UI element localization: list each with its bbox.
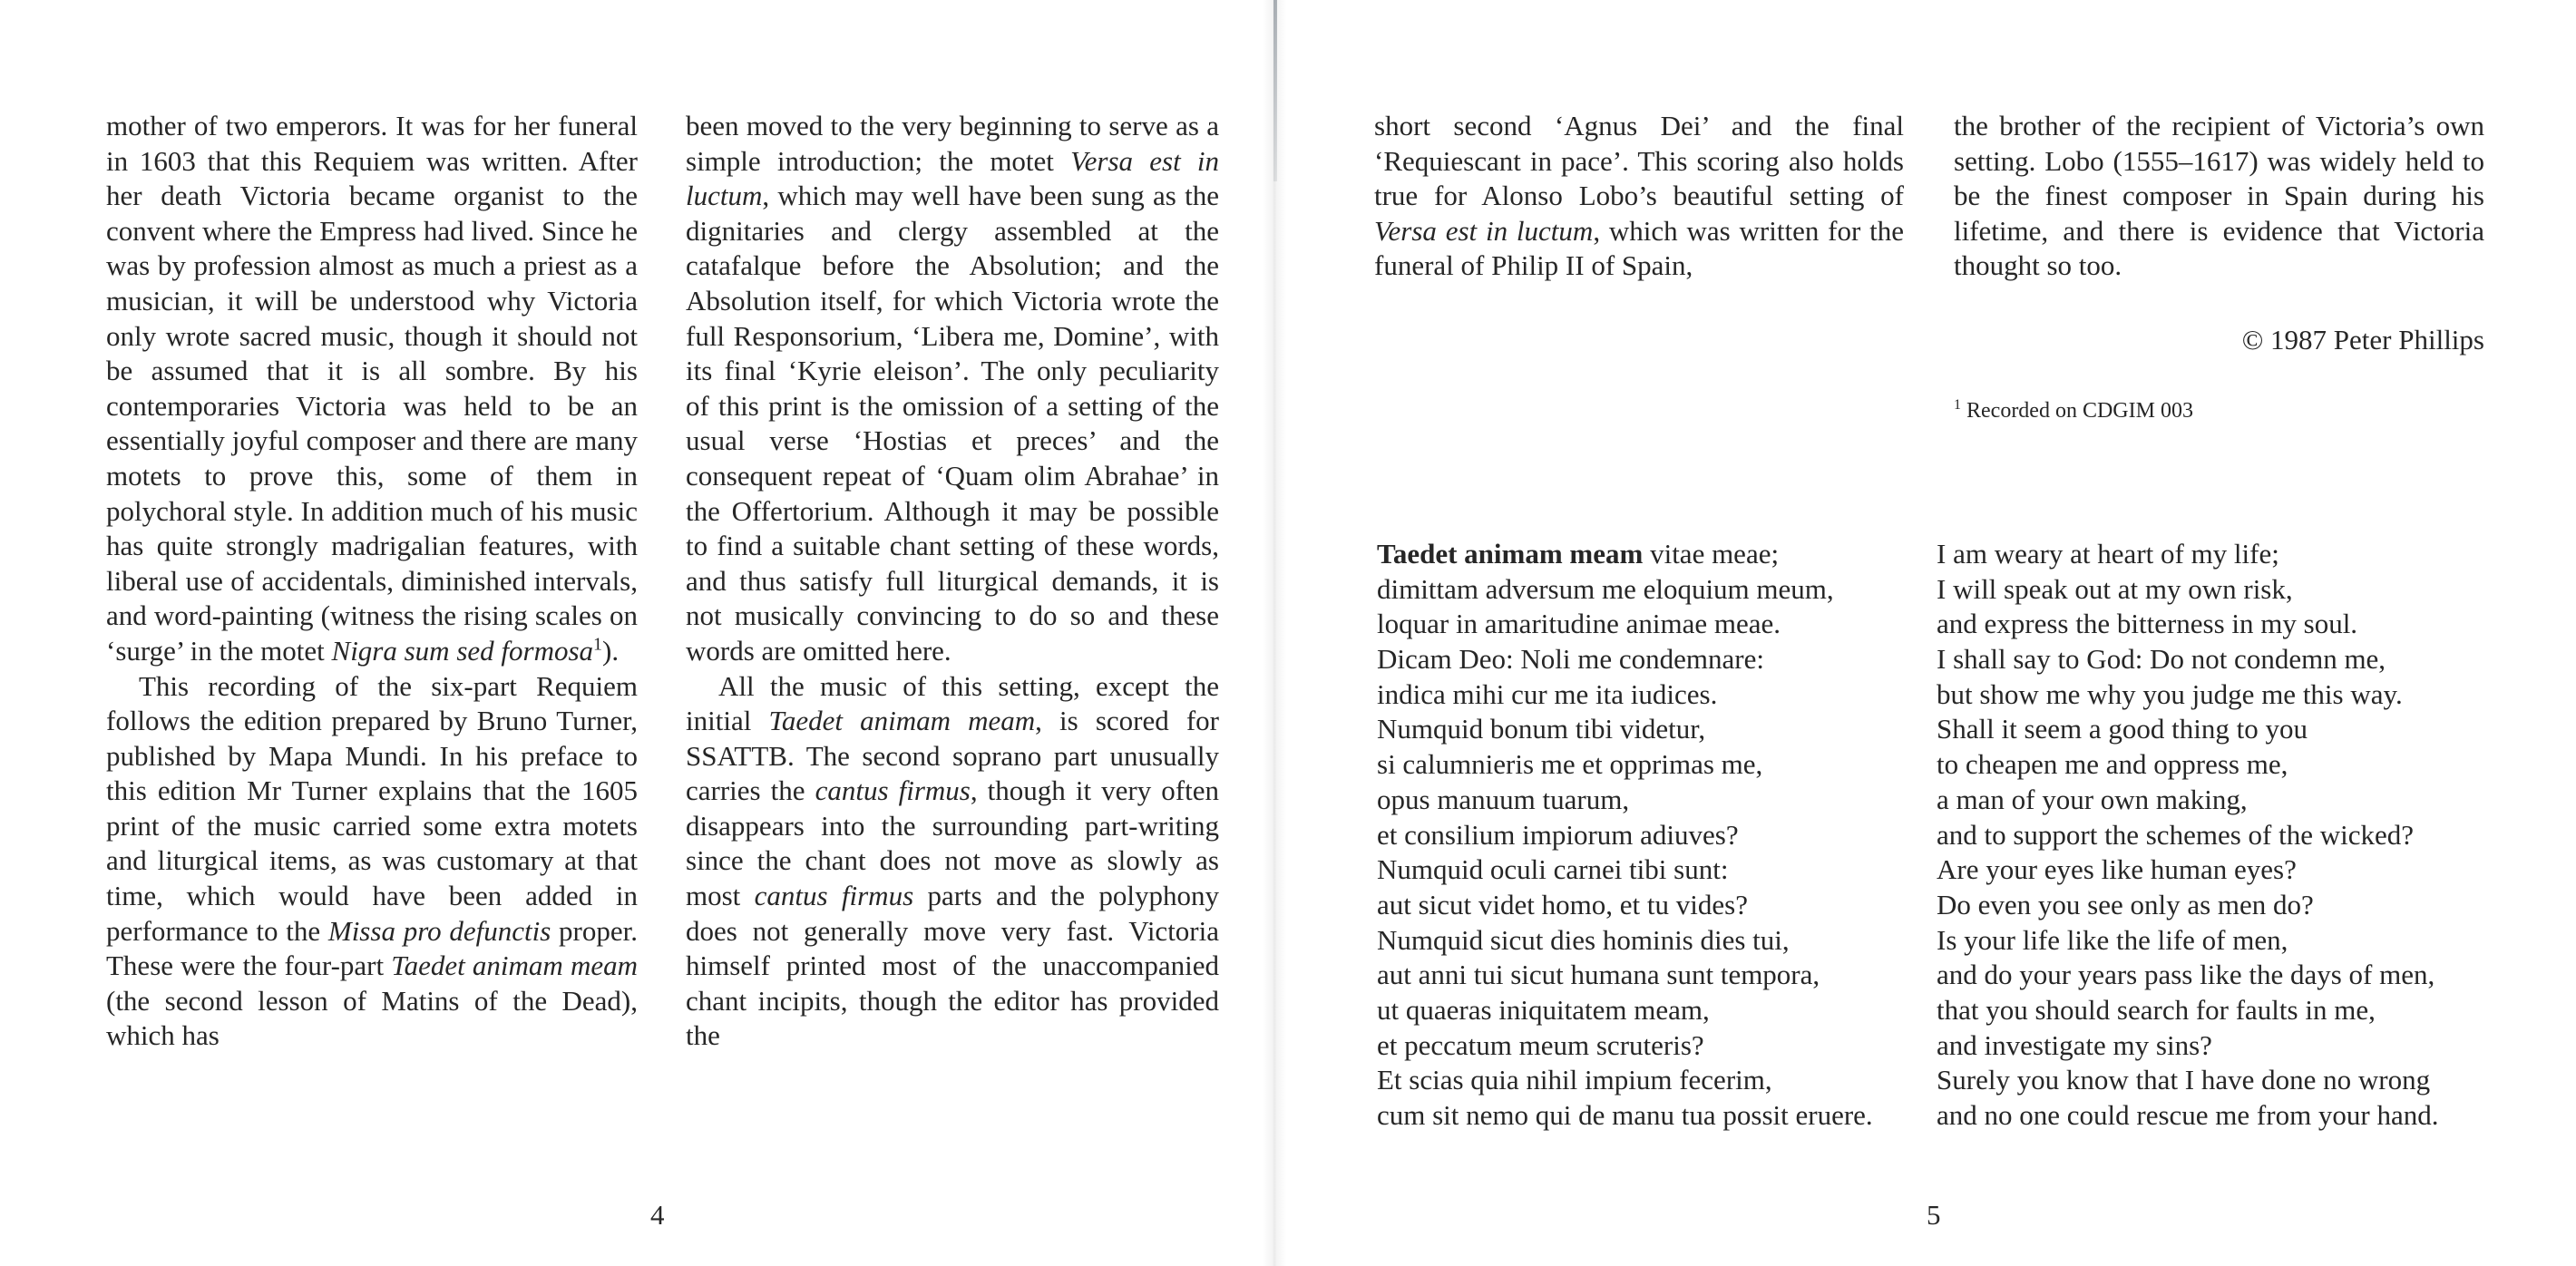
english-line: Surely you know that I have done no wrong: [1937, 1064, 2431, 1096]
latin-first-line-rest: vitae meae;: [1643, 538, 1780, 570]
right-page-column-1: [1374, 109, 1904, 284]
copyright-line: © 1987 Peter Phillips: [2241, 324, 2484, 355]
latin-text: [1377, 537, 1873, 1134]
english-line: that you should search for faults in me,: [1937, 993, 2376, 1026]
text-run: parts and the polyphony does not generally move very fast. Victoria himself printed most of the unaccompanied chant incipits, though the editor has provided the: [686, 880, 1219, 1052]
text-run: , which was written for the funeral of Philip II of Spain,: [1374, 214, 1905, 282]
text-run: ).: [602, 634, 620, 667]
english-line: and do your years pass like the days of men,: [1937, 959, 2435, 991]
italic-title: Versa est in luctum: [1374, 214, 1594, 247]
italic-title: Missa pro defunctis: [327, 914, 551, 947]
paragraph: [1374, 109, 1904, 284]
latin-line: Dicam Deo: Noli me condemnare:: [1377, 643, 1764, 676]
binding-mark: [1273, 0, 1277, 181]
italic-title: Versa est in luctum: [686, 144, 1220, 212]
right-page-column-2: [1954, 109, 2484, 284]
page-gutter: [1263, 0, 1286, 1266]
english-translation: [1937, 537, 2439, 1134]
text-run: proper. These were the four-part: [106, 914, 638, 982]
latin-line: cum sit nemo qui de manu tua possit eruere.: [1377, 1099, 1873, 1131]
italic-title: Nigra sum sed formosa: [331, 634, 594, 667]
paragraph: [106, 109, 638, 669]
english-line: a man of your own making,: [1937, 783, 2248, 815]
latin-line: indica mihi cur me ita iudices.: [1377, 677, 1718, 710]
left-page-column-1: [106, 109, 638, 1054]
english-line: Shall it seem a good thing to you: [1937, 713, 2308, 745]
italic-title: Taedet animam meam: [768, 705, 1036, 737]
italic-title: cantus firmus: [815, 774, 971, 807]
italic-title: cantus firmus: [754, 880, 914, 912]
footnote-text: Recorded on CDGIM 003: [1966, 399, 2193, 423]
english-line: and to support the schemes of the wicked?: [1937, 818, 2414, 851]
latin-line: Numquid oculi carnei tibi sunt:: [1377, 853, 1729, 886]
footnote-ref: 1: [593, 634, 603, 655]
text-run: (the second lesson of Matins of the Dead), which has: [106, 984, 638, 1052]
english-line: but show me why you judge me this way.: [1937, 677, 2403, 710]
latin-line: opus manuum tuarum,: [1377, 783, 1630, 815]
latin-line: Numquid bonum tibi videtur,: [1377, 713, 1706, 745]
english-line: I will speak out at my own risk,: [1937, 572, 2293, 605]
text-run: mother of two emperors. It was for her funeral in 1603 that this Requiem was written. After her death Victoria became organist to the convent where the Empress had lived. Since he was by profession almost as much a priest as a musician, it will be understood why Victoria only wrote sacred music, though it should not be assumed that it is all sombre. By his contemporaries Victoria was held to be an essentially joyful composer and there are many motets to prove this, some of them in polychoral style. In addition much of his music has quite strongly madrigalian features, with liberal use of accidentals, diminished intervals, and word-painting (witness the rising scales on ‘surge’ in the motet: [106, 110, 638, 667]
paragraph: [686, 669, 1219, 1055]
english-line: Is your life like the life of men,: [1937, 923, 2288, 956]
english-line: and express the bitterness in my soul.: [1937, 608, 2358, 640]
latin-line: si calumnieris me et opprimas me,: [1377, 748, 1763, 781]
latin-line: et consilium impiorum adiuves?: [1377, 818, 1739, 851]
latin-line: dimittam adversum me eloquium meum,: [1377, 572, 1834, 605]
text-run: , which may well have been sung as the dignitaries and clergy assembled at the catafalque before the Absolution; and the Absolution itself, for which Victoria wrote the full Responsorium, ‘Libera me, Domine’, with its final ‘Kyrie eleison’. The only peculiarity of this print is the omission of a setting of the usual verse ‘Hostias et preces’ and the consequent repeat of ‘Quam olim Abrahae’ in the Offertorium. Although it may be possible to find a suitable chant setting of these words, and thus satisfy full liturgical demands, it is not musically convincing to do so and these words are omitted here.: [686, 180, 1219, 667]
page-number-right: 5: [1927, 1199, 1941, 1231]
latin-line: loquar in amaritudine animae meae.: [1377, 608, 1781, 640]
latin-line: ut quaeras iniquitatem meam,: [1377, 993, 1710, 1026]
latin-line: et peccatum meum scruteris?: [1377, 1028, 1704, 1061]
paragraph: [106, 669, 638, 1055]
latin-line: Numquid sicut dies hominis dies tui,: [1377, 923, 1790, 956]
latin-line: aut sicut videt homo, et tu vides?: [1377, 888, 1748, 920]
text-run: been moved to the very beginning to serve as a simple introduction; the motet: [686, 110, 1219, 177]
latin-line: aut anni tui sicut humana sunt tempora,: [1377, 959, 1820, 991]
text-run: All the music of this setting, except the initial: [686, 669, 1219, 737]
english-line: Do even you see only as men do?: [1937, 888, 2314, 920]
text-run: the brother of the recipient of Victoria’s own setting. Lobo (1555–1617) was widely held to be the finest composer in Spain during his lifetime, and there is evidence that Victoria thought so too.: [1954, 110, 2484, 282]
english-line: and no one could rescue me from your hand.: [1937, 1099, 2439, 1131]
footnote: [1954, 399, 2193, 424]
english-line: I am weary at heart of my life;: [1937, 538, 2279, 570]
english-line: and investigate my sins?: [1937, 1028, 2212, 1061]
english-line: to cheapen me and oppress me,: [1937, 748, 2288, 781]
english-line: I shall say to God: Do not condemn me,: [1937, 643, 2386, 676]
footnote-marker: 1: [1954, 397, 1961, 413]
italic-title: Taedet animam meam: [391, 950, 638, 982]
text-run: This recording of the six-part Requiem follows the edition prepared by Bruno Turner, published by Mapa Mundi. In his preface to this edition Mr Turner explains that the 1605 print of the music carried some extra motets and liturgical items, as was customary at that time, which would have been added in performance to the: [106, 669, 638, 947]
latin-line: Et scias quia nihil impium fecerim,: [1377, 1064, 1772, 1096]
page-number-left: 4: [650, 1199, 665, 1231]
left-page-column-2: [686, 109, 1219, 1054]
paragraph: [686, 109, 1219, 669]
english-line: Are your eyes like human eyes?: [1937, 853, 2297, 886]
paragraph: [1954, 109, 2484, 284]
latin-first-line: [1377, 537, 1873, 572]
text-run: short second ‘Agnus Dei’ and the final ‘Requiescant in pace’. This scoring also holds true for Alonso Lobo’s beautiful setting of: [1374, 110, 1904, 212]
text-run: , is scored for SSATTB. The second soprano part unusually carries the: [686, 705, 1220, 807]
text-run: , though it very often disappears into the surrounding part-writing since the chant does not move as slowly as most: [686, 774, 1219, 912]
latin-title: Taedet animam meam: [1377, 538, 1644, 570]
